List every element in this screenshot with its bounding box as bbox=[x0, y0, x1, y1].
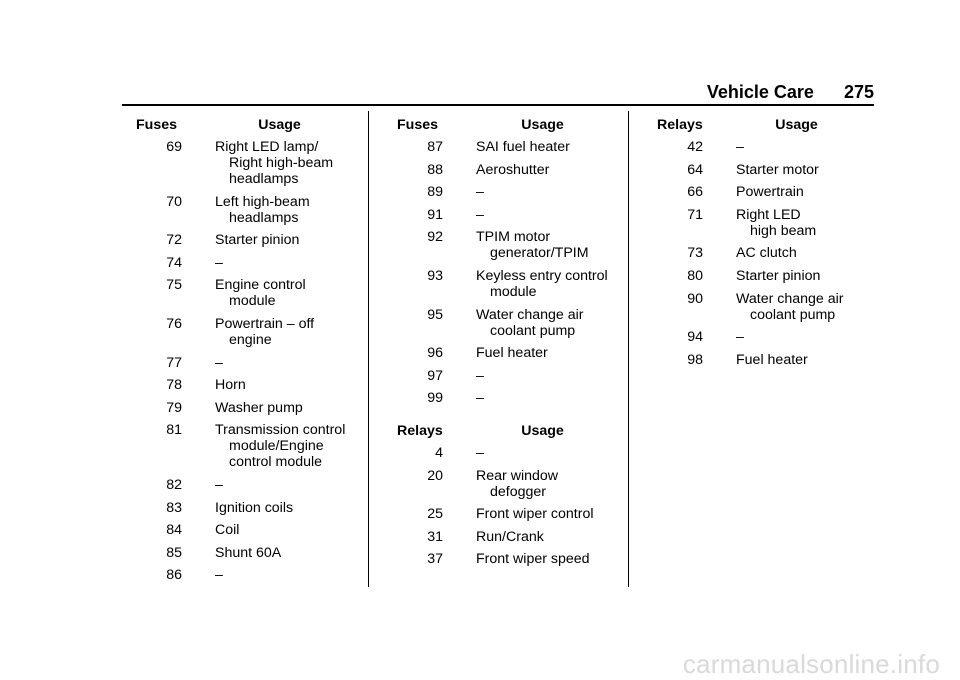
table-row bbox=[136, 232, 360, 248]
usage-line: Aeroshutter bbox=[476, 161, 550, 178]
usage-text bbox=[476, 184, 625, 200]
table-row bbox=[136, 567, 360, 583]
fuse-number: 71 bbox=[687, 206, 703, 223]
usage-text bbox=[215, 500, 360, 516]
usage-line: TPIM motor bbox=[476, 229, 551, 246]
usage-line: – bbox=[476, 390, 484, 407]
usage-line: Keyless entry control bbox=[476, 267, 608, 284]
fuse-number: 79 bbox=[166, 399, 182, 416]
fuse-number: 64 bbox=[687, 161, 703, 178]
usage-line: Ignition coils bbox=[215, 499, 294, 516]
usage-text bbox=[476, 307, 625, 339]
usage-line: Powertrain bbox=[736, 184, 804, 201]
fuse-number: 85 bbox=[166, 544, 182, 561]
fuse-number: 94 bbox=[687, 329, 703, 346]
table-row bbox=[397, 390, 625, 406]
table-row bbox=[397, 184, 625, 200]
usage-line: Fuel heater bbox=[476, 345, 548, 362]
table-row bbox=[397, 207, 625, 223]
usage-line: coolant pump bbox=[750, 306, 836, 323]
table-row bbox=[136, 422, 360, 470]
usage-text bbox=[736, 352, 873, 368]
usage-line: AC clutch bbox=[736, 245, 797, 262]
fuse-number: 89 bbox=[427, 184, 443, 201]
usage-text bbox=[215, 139, 360, 187]
header-usage: Usage bbox=[775, 117, 818, 133]
usage-text bbox=[215, 277, 360, 309]
fuse-number: 99 bbox=[427, 390, 443, 407]
header-usage: Usage bbox=[258, 117, 301, 133]
fuse-number: 74 bbox=[166, 254, 182, 271]
table-row bbox=[397, 468, 625, 500]
table-row bbox=[136, 522, 360, 538]
usage-text bbox=[736, 291, 873, 323]
usage-text bbox=[215, 477, 360, 493]
usage-line: – bbox=[215, 567, 223, 584]
fuse-number: 81 bbox=[166, 422, 182, 439]
usage-text bbox=[736, 268, 873, 284]
usage-line: Coil bbox=[215, 522, 240, 539]
usage-text bbox=[476, 529, 625, 545]
usage-line: Starter pinion bbox=[736, 267, 821, 284]
usage-line: high beam bbox=[750, 222, 817, 239]
usage-line: Run/Crank bbox=[476, 528, 544, 545]
fuse-number: 92 bbox=[427, 229, 443, 246]
fuse-number: 4 bbox=[435, 444, 443, 461]
usage-text bbox=[736, 329, 873, 345]
watermark: carmanualsonline.info bbox=[682, 649, 940, 679]
fuse-number: 72 bbox=[166, 232, 182, 249]
usage-line: Horn bbox=[215, 377, 246, 394]
usage-line: Engine control bbox=[215, 277, 306, 294]
usage-line: Front wiper control bbox=[476, 506, 594, 523]
usage-text bbox=[476, 506, 625, 522]
usage-text bbox=[215, 400, 360, 416]
usage-text bbox=[476, 468, 625, 500]
fuse-number: 42 bbox=[687, 139, 703, 155]
usage-line: engine bbox=[229, 331, 272, 348]
usage-text bbox=[476, 139, 625, 155]
fuse-number: 98 bbox=[687, 351, 703, 368]
usage-text bbox=[476, 229, 625, 261]
usage-line: Starter motor bbox=[736, 161, 819, 178]
fuse-number: 70 bbox=[166, 193, 182, 210]
table-row bbox=[136, 139, 360, 187]
usage-text bbox=[476, 268, 625, 300]
usage-line: Right LED bbox=[736, 206, 801, 223]
fuse-number: 95 bbox=[427, 306, 443, 323]
fuse-number: 73 bbox=[687, 245, 703, 262]
header-usage: Usage bbox=[521, 117, 564, 133]
fuse-number: 75 bbox=[166, 277, 182, 294]
usage-line: Fuel heater bbox=[736, 351, 808, 368]
usage-text bbox=[215, 355, 360, 371]
usage-line: – bbox=[215, 254, 223, 271]
header-fuses: Fuses bbox=[136, 117, 178, 133]
table-body bbox=[397, 139, 625, 406]
fuse-table-column-1 bbox=[136, 117, 360, 590]
usage-text bbox=[736, 139, 873, 155]
table-row bbox=[136, 400, 360, 416]
usage-line: – bbox=[736, 139, 744, 155]
usage-line: – bbox=[736, 329, 744, 346]
usage-line: Rear window bbox=[476, 467, 559, 484]
usage-line: – bbox=[476, 444, 484, 461]
usage-text bbox=[215, 255, 360, 271]
usage-text bbox=[736, 245, 873, 261]
table-header bbox=[397, 117, 625, 133]
usage-text bbox=[736, 207, 873, 239]
fuse-number: 78 bbox=[166, 377, 182, 394]
header-usage: Usage bbox=[521, 422, 564, 439]
usage-text bbox=[476, 390, 625, 406]
usage-text bbox=[215, 194, 360, 226]
fuse-table-column-2 bbox=[397, 117, 625, 574]
table-row bbox=[397, 162, 625, 178]
page-number: 275 bbox=[843, 82, 874, 102]
table-row bbox=[397, 139, 625, 155]
usage-line: – bbox=[476, 367, 484, 384]
usage-line: defogger bbox=[490, 483, 547, 500]
usage-text bbox=[476, 445, 625, 461]
column-divider bbox=[368, 111, 369, 587]
table-row bbox=[657, 207, 873, 239]
table-row bbox=[657, 329, 873, 345]
table-row bbox=[397, 529, 625, 545]
table-row bbox=[136, 477, 360, 493]
table-row bbox=[136, 355, 360, 371]
usage-line: Water change air bbox=[476, 306, 584, 323]
usage-line: Transmission control bbox=[215, 422, 346, 439]
usage-text bbox=[215, 377, 360, 393]
table-body bbox=[657, 139, 873, 368]
fuse-number: 66 bbox=[687, 184, 703, 201]
fuse-number: 88 bbox=[427, 161, 443, 178]
usage-text bbox=[215, 422, 360, 470]
table-row bbox=[397, 551, 625, 567]
table-row bbox=[397, 229, 625, 261]
fuse-number: 80 bbox=[687, 267, 703, 284]
header-rule bbox=[122, 104, 874, 106]
usage-line: coolant pump bbox=[490, 322, 576, 339]
table-row bbox=[657, 268, 873, 284]
usage-line: Right high-beam bbox=[229, 155, 334, 171]
fuse-number: 76 bbox=[166, 315, 182, 332]
table-row bbox=[136, 377, 360, 393]
fuse-number: 82 bbox=[166, 476, 182, 493]
table-row bbox=[657, 291, 873, 323]
fuse-number: 90 bbox=[687, 290, 703, 307]
usage-text bbox=[215, 316, 360, 348]
usage-line: – bbox=[476, 206, 484, 223]
table-body bbox=[397, 445, 625, 567]
table-header bbox=[657, 117, 873, 133]
usage-line: Left high-beam bbox=[215, 193, 310, 210]
table-header bbox=[397, 423, 625, 439]
table-row bbox=[136, 316, 360, 348]
section-title: Vehicle Care bbox=[706, 82, 814, 102]
usage-text bbox=[476, 162, 625, 178]
table-row bbox=[657, 245, 873, 261]
usage-line: – bbox=[215, 354, 223, 371]
header-relays: Relays bbox=[657, 117, 703, 133]
usage-text bbox=[215, 545, 360, 561]
fuse-number: 37 bbox=[427, 551, 443, 568]
table-row bbox=[397, 307, 625, 339]
column-divider bbox=[628, 111, 629, 587]
page-header bbox=[707, 82, 874, 104]
usage-line: Front wiper speed bbox=[476, 551, 590, 568]
usage-text bbox=[476, 345, 625, 361]
usage-line: Starter pinion bbox=[215, 232, 300, 249]
fuse-number: 84 bbox=[166, 522, 182, 539]
fuse-number: 25 bbox=[427, 506, 443, 523]
fuse-number: 91 bbox=[427, 206, 443, 223]
table-header bbox=[136, 117, 360, 133]
fuse-number: 97 bbox=[427, 367, 443, 384]
table-row bbox=[397, 445, 625, 461]
usage-line: headlamps bbox=[229, 171, 299, 187]
fuse-number: 20 bbox=[427, 467, 443, 484]
table-row bbox=[397, 506, 625, 522]
table-row bbox=[397, 345, 625, 361]
usage-line: module/Engine bbox=[229, 438, 324, 455]
usage-text bbox=[476, 551, 625, 567]
usage-text bbox=[215, 522, 360, 538]
table-row bbox=[397, 368, 625, 384]
table-row bbox=[136, 194, 360, 226]
usage-line: Water change air bbox=[736, 290, 844, 307]
usage-line: Right LED lamp/ bbox=[215, 139, 319, 155]
fuse-number: 31 bbox=[427, 528, 443, 545]
usage-line: – bbox=[215, 476, 223, 493]
header-fuses: Fuses bbox=[397, 117, 439, 133]
usage-text bbox=[736, 162, 873, 178]
usage-line: Powertrain – off bbox=[215, 315, 315, 332]
usage-line: headlamps bbox=[229, 209, 299, 226]
table-row bbox=[397, 268, 625, 300]
usage-line: module bbox=[229, 293, 276, 310]
usage-text bbox=[736, 184, 873, 200]
usage-line: SAI fuel heater bbox=[476, 139, 570, 155]
usage-text bbox=[476, 368, 625, 384]
usage-line: Washer pump bbox=[215, 399, 303, 416]
usage-text bbox=[476, 207, 625, 223]
usage-text bbox=[215, 232, 360, 248]
table-row bbox=[136, 277, 360, 309]
usage-line: – bbox=[476, 184, 484, 201]
fuse-number: 83 bbox=[166, 499, 182, 516]
table-row bbox=[136, 255, 360, 271]
relay-table-column-3 bbox=[657, 117, 873, 374]
usage-line: Shunt 60A bbox=[215, 544, 282, 561]
fuse-number: 86 bbox=[166, 567, 182, 584]
usage-line: module bbox=[490, 283, 537, 300]
fuse-number: 69 bbox=[166, 139, 182, 155]
usage-line: control module bbox=[229, 454, 323, 471]
header-relays: Relays bbox=[397, 422, 443, 439]
table-row bbox=[657, 184, 873, 200]
table-body bbox=[136, 139, 360, 583]
usage-line: generator/TPIM bbox=[490, 245, 589, 262]
fuse-number: 87 bbox=[427, 139, 443, 155]
table-row bbox=[136, 500, 360, 516]
table-row bbox=[657, 139, 873, 155]
table-row bbox=[136, 545, 360, 561]
table-row bbox=[657, 352, 873, 368]
usage-text bbox=[215, 567, 360, 583]
fuse-number: 77 bbox=[166, 354, 182, 371]
table-row bbox=[657, 162, 873, 178]
fuse-number: 93 bbox=[427, 267, 443, 284]
fuse-number: 96 bbox=[427, 345, 443, 362]
